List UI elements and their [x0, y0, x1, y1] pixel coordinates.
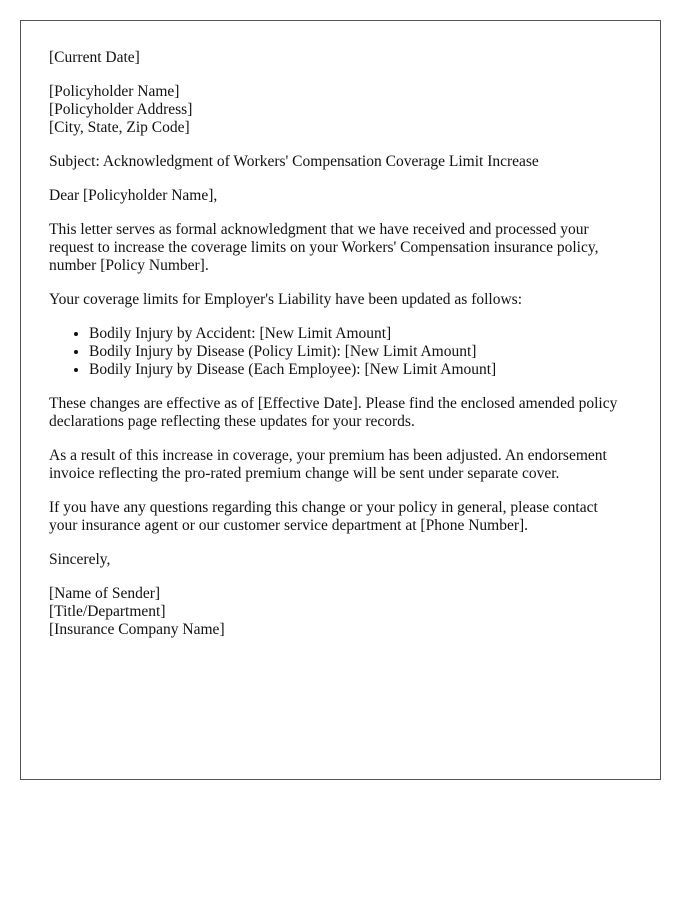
paragraph-effective-date: These changes are effective as of [Effective Date]. Please find the enclosed amended policy declarations page reflecting these updates for your records. — [49, 395, 618, 430]
recipient-city-state-zip: [City, State, Zip Code] — [49, 119, 190, 136]
closing: Sincerely, — [49, 551, 111, 568]
sender-title: [Title/Department] — [49, 603, 166, 620]
sender-name: [Name of Sender] — [49, 585, 161, 602]
subject-line: Subject: Acknowledgment of Workers' Compensation Coverage Limit Increase — [49, 153, 539, 170]
salutation: Dear [Policyholder Name], — [49, 187, 218, 204]
signature-block — [49, 585, 629, 639]
list-item-accident: • Bodily Injury by Accident: [New Limit Amount] — [89, 325, 629, 343]
paragraph-limits-intro: Your coverage limits for Employer's Liability have been updated as follows: — [49, 291, 522, 308]
paragraph-premium: As a result of this increase in coverage, your premium has been adjusted. An endorsement invoice reflecting the pro-rated premium change will be sent under separate cover. — [49, 447, 607, 482]
letter-date: [Current Date] — [49, 49, 140, 66]
letter-page — [20, 20, 661, 780]
letter-body — [49, 49, 629, 655]
paragraph-acknowledgment: This letter serves as formal acknowledgment that we have received and processed your request to increase the coverage limits on your Workers' Compensation insurance policy, number [Policy Number]. — [49, 221, 599, 274]
coverage-limits-list — [49, 325, 629, 379]
recipient-name: [Policyholder Name] — [49, 83, 180, 100]
recipient-address: [Policyholder Address] — [49, 101, 193, 118]
list-item-disease-each-employee: • Bodily Injury by Disease (Each Employee): [New Limit Amount] — [89, 361, 629, 379]
date-block — [49, 49, 629, 67]
paragraph-questions: If you have any questions regarding this change or your policy in general, please contact your insurance agent or our customer service department at [Phone Number]. — [49, 499, 598, 534]
sender-company: [Insurance Company Name] — [49, 621, 225, 638]
list-item-disease-policy-limit: • Bodily Injury by Disease (Policy Limit): [New Limit Amount] — [89, 343, 629, 361]
recipient-address-block — [49, 83, 629, 137]
